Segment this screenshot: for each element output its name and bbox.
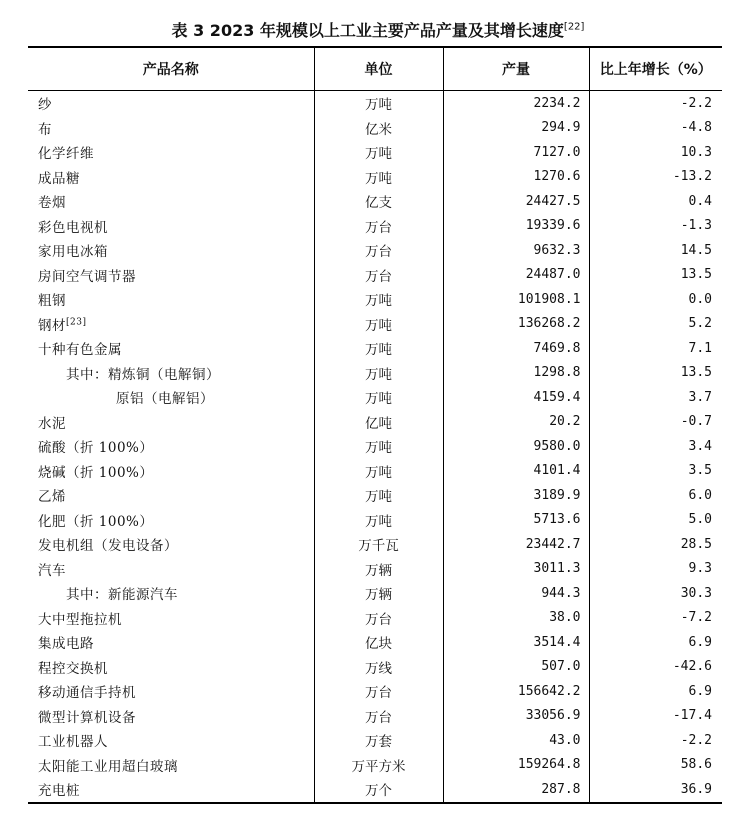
product-name-text: 化肥（折 100%） — [38, 513, 154, 530]
product-name-text: 乙烯 — [38, 489, 66, 506]
cell-unit: 万台 — [314, 214, 443, 239]
cell-growth: -17.4 — [589, 704, 722, 729]
cell-product-name — [28, 483, 314, 508]
cell-output: 1298.8 — [443, 361, 589, 386]
cell-output: 33056.9 — [443, 704, 589, 729]
cell-unit: 万吨 — [314, 508, 443, 533]
cell-unit: 万吨 — [314, 312, 443, 337]
table-row — [28, 679, 722, 704]
cell-output: 2234.2 — [443, 91, 589, 116]
cell-unit: 万吨 — [314, 165, 443, 190]
cell-unit: 万吨 — [314, 140, 443, 165]
table-row — [28, 312, 722, 337]
cell-growth: -2.2 — [589, 91, 722, 116]
cell-product-name — [28, 679, 314, 704]
cell-growth: 13.5 — [589, 361, 722, 386]
cell-unit: 万台 — [314, 679, 443, 704]
cell-product-name — [28, 140, 314, 165]
cell-growth: 5.2 — [589, 312, 722, 337]
table-row — [28, 655, 722, 680]
cell-growth: 6.9 — [589, 630, 722, 655]
product-name-text: 发电机组（发电设备） — [38, 538, 178, 555]
cell-growth: 7.1 — [589, 336, 722, 361]
cell-output: 287.8 — [443, 777, 589, 803]
cell-output: 3011.3 — [443, 557, 589, 582]
table-row — [28, 385, 722, 410]
cell-output: 38.0 — [443, 606, 589, 631]
cell-unit: 万台 — [314, 704, 443, 729]
cell-growth: 28.5 — [589, 532, 722, 557]
table-row — [28, 728, 722, 753]
cell-product-name — [28, 165, 314, 190]
cell-output: 7469.8 — [443, 336, 589, 361]
product-name-text: 纱 — [38, 97, 52, 114]
cell-output: 507.0 — [443, 655, 589, 680]
cell-output: 24487.0 — [443, 263, 589, 288]
cell-unit: 万台 — [314, 606, 443, 631]
cell-unit: 万台 — [314, 238, 443, 263]
table-row — [28, 508, 722, 533]
table-row — [28, 336, 722, 361]
cell-growth: 36.9 — [589, 777, 722, 803]
cell-unit: 万千瓦 — [314, 532, 443, 557]
cell-growth: 6.0 — [589, 483, 722, 508]
cell-growth: -7.2 — [589, 606, 722, 631]
cell-unit: 万吨 — [314, 91, 443, 116]
cell-growth: -13.2 — [589, 165, 722, 190]
cell-growth: 5.0 — [589, 508, 722, 533]
table-row — [28, 189, 722, 214]
table-header-row — [28, 47, 722, 91]
cell-product-name — [28, 361, 314, 386]
cell-product-name — [28, 410, 314, 435]
cell-product-name — [28, 532, 314, 557]
cell-growth: 30.3 — [589, 581, 722, 606]
cell-output: 24427.5 — [443, 189, 589, 214]
table-row — [28, 777, 722, 803]
table-row — [28, 459, 722, 484]
product-name-text: 水泥 — [38, 415, 66, 432]
product-name-text: 十种有色金属 — [38, 342, 122, 359]
cell-unit: 万吨 — [314, 385, 443, 410]
cell-growth: 3.4 — [589, 434, 722, 459]
table-row — [28, 238, 722, 263]
cell-unit: 亿块 — [314, 630, 443, 655]
cell-unit: 万辆 — [314, 557, 443, 582]
cell-product-name — [28, 385, 314, 410]
product-name-text: 集成电路 — [38, 636, 94, 653]
cell-growth: 9.3 — [589, 557, 722, 582]
cell-unit: 万吨 — [314, 361, 443, 386]
cell-growth: 58.6 — [589, 753, 722, 778]
cell-output: 159264.8 — [443, 753, 589, 778]
cell-growth: 0.0 — [589, 287, 722, 312]
cell-product-name — [28, 91, 314, 116]
cell-product-name — [28, 336, 314, 361]
cell-growth: 3.7 — [589, 385, 722, 410]
cell-unit: 万个 — [314, 777, 443, 803]
cell-product-name — [28, 287, 314, 312]
cell-product-name — [28, 459, 314, 484]
cell-product-name — [28, 704, 314, 729]
table-row — [28, 140, 722, 165]
cell-product-name — [28, 214, 314, 239]
cell-unit: 万台 — [314, 263, 443, 288]
table-title-text: 表 3 2023 年规模以上工业主要产品产量及其增长速度 — [171, 21, 564, 40]
cell-growth: 10.3 — [589, 140, 722, 165]
cell-output: 20.2 — [443, 410, 589, 435]
product-name-text: 彩色电视机 — [38, 219, 108, 236]
cell-product-name — [28, 238, 314, 263]
cell-product-name — [28, 655, 314, 680]
cell-output: 19339.6 — [443, 214, 589, 239]
cell-growth: -2.2 — [589, 728, 722, 753]
cell-unit: 万吨 — [314, 483, 443, 508]
cell-growth: -4.8 — [589, 116, 722, 141]
table-row — [28, 361, 722, 386]
product-name-text: 工业机器人 — [38, 734, 108, 751]
cell-growth: 3.5 — [589, 459, 722, 484]
cell-growth: 0.4 — [589, 189, 722, 214]
cell-product-name — [28, 508, 314, 533]
table-row — [28, 91, 722, 116]
product-name-text: 微型计算机设备 — [38, 709, 136, 726]
cell-unit: 万吨 — [314, 287, 443, 312]
product-name-text: 化学纤维 — [38, 146, 94, 163]
cell-product-name — [28, 263, 314, 288]
product-name-text: 原铝（电解铝） — [116, 391, 214, 408]
cell-product-name — [28, 557, 314, 582]
cell-unit: 亿支 — [314, 189, 443, 214]
table-row — [28, 753, 722, 778]
cell-unit: 万套 — [314, 728, 443, 753]
cell-growth: -42.6 — [589, 655, 722, 680]
cell-growth: -0.7 — [589, 410, 722, 435]
product-name-text: 移动通信手持机 — [38, 685, 136, 702]
cell-unit: 万线 — [314, 655, 443, 680]
cell-output: 1270.6 — [443, 165, 589, 190]
cell-product-name — [28, 728, 314, 753]
cell-product-name — [28, 581, 314, 606]
cell-product-name — [28, 630, 314, 655]
cell-output: 23442.7 — [443, 532, 589, 557]
table-row — [28, 532, 722, 557]
table-row — [28, 704, 722, 729]
product-name-text: 汽车 — [38, 562, 66, 579]
header-output: 产量 — [443, 47, 589, 91]
product-name-text: 卷烟 — [38, 195, 66, 212]
cell-growth: 6.9 — [589, 679, 722, 704]
cell-output: 7127.0 — [443, 140, 589, 165]
cell-unit: 万吨 — [314, 434, 443, 459]
cell-output: 944.3 — [443, 581, 589, 606]
cell-unit: 万辆 — [314, 581, 443, 606]
cell-growth: -1.3 — [589, 214, 722, 239]
table-row — [28, 606, 722, 631]
product-name-text: 家用电冰箱 — [38, 244, 108, 261]
table-title — [0, 18, 756, 41]
footnote-ref: [23] — [66, 317, 87, 328]
table-row — [28, 581, 722, 606]
cell-output: 136268.2 — [443, 312, 589, 337]
cell-output: 4101.4 — [443, 459, 589, 484]
table-row — [28, 630, 722, 655]
cell-output: 156642.2 — [443, 679, 589, 704]
product-name-text: 太阳能工业用超白玻璃 — [38, 758, 178, 775]
header-product-name: 产品名称 — [28, 47, 314, 91]
product-name-text: 钢材 — [38, 317, 66, 334]
table-row — [28, 287, 722, 312]
table-row — [28, 410, 722, 435]
cell-product-name — [28, 189, 314, 214]
cell-output: 9580.0 — [443, 434, 589, 459]
cell-output: 4159.4 — [443, 385, 589, 410]
product-name-text: 程控交换机 — [38, 660, 108, 677]
cell-output: 294.9 — [443, 116, 589, 141]
cell-output: 101908.1 — [443, 287, 589, 312]
table-row — [28, 483, 722, 508]
title-footnote-ref: [22] — [563, 21, 585, 33]
product-name-text: 房间空气调节器 — [38, 268, 136, 285]
cell-unit: 万吨 — [314, 336, 443, 361]
cell-unit: 万吨 — [314, 459, 443, 484]
cell-output: 3514.4 — [443, 630, 589, 655]
cell-growth: 14.5 — [589, 238, 722, 263]
cell-product-name — [28, 606, 314, 631]
header-growth: 比上年增长（%） — [589, 47, 722, 91]
table-row — [28, 434, 722, 459]
production-table — [28, 46, 722, 804]
cell-product-name — [28, 312, 314, 337]
product-name-text: 其中：新能源汽车 — [66, 587, 178, 604]
product-name-text: 充电桩 — [38, 783, 80, 800]
cell-output: 43.0 — [443, 728, 589, 753]
product-name-text: 粗钢 — [38, 293, 66, 310]
product-name-text: 硫酸（折 100%） — [38, 440, 154, 457]
product-name-text: 成品糖 — [38, 170, 80, 187]
product-name-text: 其中：精炼铜（电解铜） — [66, 366, 220, 383]
cell-unit: 万平方米 — [314, 753, 443, 778]
cell-unit: 亿米 — [314, 116, 443, 141]
cell-output: 5713.6 — [443, 508, 589, 533]
cell-unit: 亿吨 — [314, 410, 443, 435]
table-row — [28, 557, 722, 582]
product-name-text: 布 — [38, 121, 52, 138]
cell-product-name — [28, 777, 314, 803]
cell-product-name — [28, 434, 314, 459]
product-name-text: 烧碱（折 100%） — [38, 464, 154, 481]
cell-growth: 13.5 — [589, 263, 722, 288]
table-row — [28, 263, 722, 288]
header-unit: 单位 — [314, 47, 443, 91]
table-row — [28, 214, 722, 239]
cell-output: 9632.3 — [443, 238, 589, 263]
cell-product-name — [28, 753, 314, 778]
cell-product-name — [28, 116, 314, 141]
table-row — [28, 165, 722, 190]
product-name-text: 大中型拖拉机 — [38, 611, 122, 628]
table-row — [28, 116, 722, 141]
cell-output: 3189.9 — [443, 483, 589, 508]
